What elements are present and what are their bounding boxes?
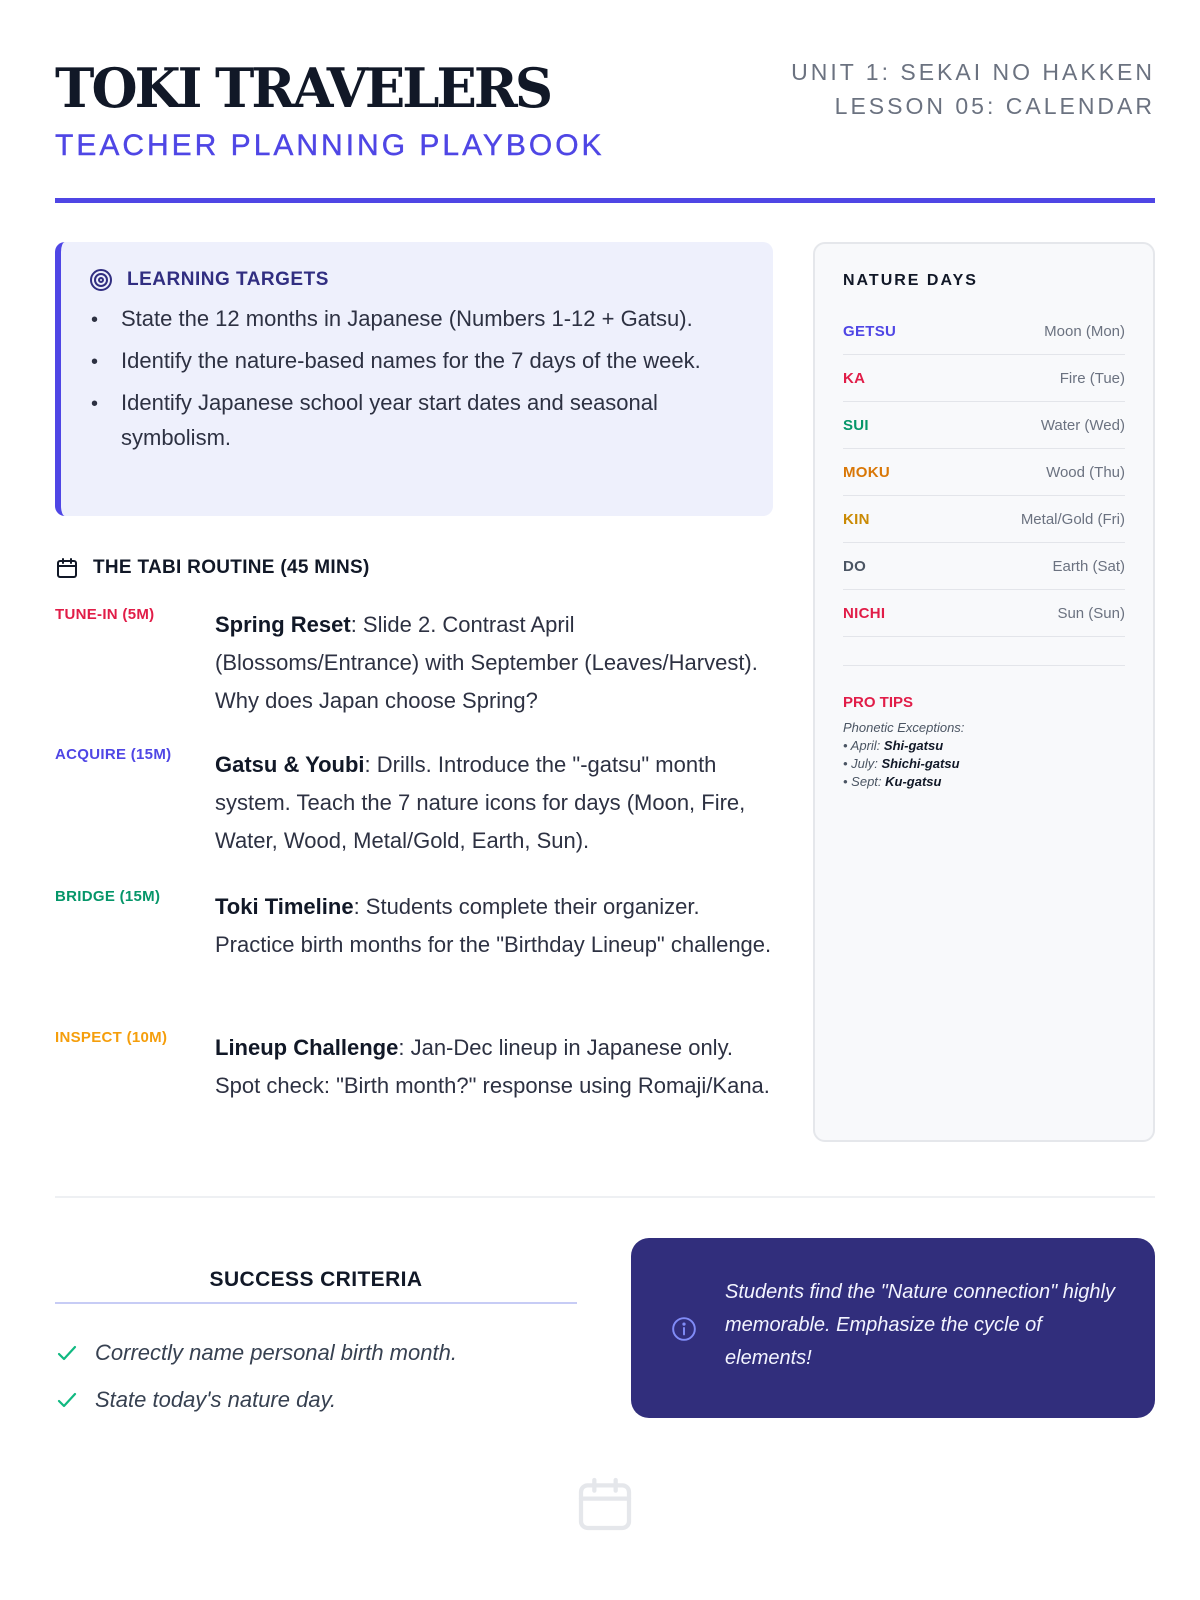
teacher-note-card (631, 1238, 1155, 1418)
day-row (843, 355, 1125, 402)
pro-tip-prefix: • Sept: (843, 774, 886, 789)
sidebar-divider (843, 665, 1125, 666)
day-row (843, 308, 1125, 355)
pro-tip-value: Ku-gatsu (885, 774, 942, 789)
routine-step-text (215, 1029, 775, 1105)
day-meaning: Moon (Mon) (1044, 322, 1125, 340)
day-meaning: Fire (Tue) (1059, 369, 1125, 387)
routine-step-heading: Lineup Challenge (215, 1035, 399, 1060)
day-name: NICHI (843, 604, 886, 622)
pro-tip-item (843, 755, 1125, 773)
target-icon (89, 268, 113, 292)
routine-step-text (215, 606, 775, 720)
success-criteria-title: SUCCESS CRITERIA (55, 1268, 577, 1304)
day-name: KIN (843, 510, 870, 528)
day-name: SUI (843, 416, 869, 434)
routine-step-text (215, 888, 775, 964)
day-meaning: Wood (Thu) (1046, 463, 1125, 481)
bullet: • (91, 351, 99, 373)
bullet: • (91, 393, 99, 415)
pro-tip-prefix: • July: (843, 756, 882, 771)
brand-subtitle: TEACHER PLANNING PLAYBOOK (55, 129, 605, 162)
routine-step-heading: Gatsu & Youbi (215, 752, 365, 777)
teacher-note-text: Students find the "Nature connection" highly memorable. Emphasize the cycle of elements! (725, 1281, 1115, 1369)
routine-step-text (215, 746, 775, 860)
target-text: Identify Japanese school year start dates and seasonal symbolism. (121, 390, 658, 450)
learning-targets-title: LEARNING TARGETS (127, 269, 329, 290)
routine-step-label: ACQUIRE (15M) (55, 746, 172, 763)
day-row (843, 543, 1125, 590)
nature-days-title: NATURE DAYS (843, 272, 978, 289)
routine-step-heading: Toki Timeline (215, 894, 354, 919)
lesson-line: LESSON 05: CALENDAR (834, 93, 1155, 119)
pro-tips-title: PRO TIPS (843, 694, 914, 711)
unit-line: UNIT 1: SEKAI NO HAKKEN (791, 59, 1155, 85)
target-text: Identify the nature-based names for the 7 days of the week. (121, 348, 701, 373)
lesson-page (55, 0, 1155, 1600)
success-criteria-text: State today's nature day. (95, 1387, 337, 1412)
routine-step-heading: Spring Reset (215, 612, 351, 637)
list-item (89, 302, 743, 337)
routine-step-label: TUNE-IN (5M) (55, 606, 155, 623)
routine-step-body: : Drills. Introduce the "-gatsu" month system. Teach the 7 nature icons for days (Moon, Fire, Water, Wood, Metal/Gold, Earth, Sun). (215, 752, 746, 853)
routine-step-body: : Jan-Dec lineup in Japanese only. Spot check: "Birth month?" response using Romaji/Kana. (215, 1035, 770, 1098)
learning-targets-header (89, 268, 743, 292)
routine-step-body: : Students complete their organizer. Practice birth months for the "Birthday Lineup" challenge. (215, 894, 772, 957)
brand-title: TOKI TRAVELERS (55, 56, 551, 120)
day-row (843, 496, 1125, 543)
list-item (89, 344, 743, 379)
success-criteria-item (55, 1340, 457, 1366)
calendar-icon (55, 556, 79, 580)
routine-step-label: INSPECT (10M) (55, 1029, 168, 1046)
pro-tip-item (843, 737, 1125, 755)
day-name: KA (843, 369, 866, 387)
success-criteria-item (55, 1387, 336, 1413)
bullet: • (91, 309, 99, 331)
pro-tip-item (843, 773, 1125, 791)
check-icon (55, 1341, 79, 1365)
nature-days-sidebar (813, 242, 1155, 1142)
calendar-icon (573, 1472, 637, 1536)
success-criteria-text: Correctly name personal birth month. (95, 1340, 457, 1365)
day-meaning: Metal/Gold (Fri) (1020, 510, 1125, 528)
learning-targets-list (89, 302, 743, 454)
pro-tips-intro: Phonetic Exceptions: (843, 720, 965, 735)
unit-info (791, 55, 1155, 123)
info-icon (671, 1316, 697, 1342)
routine-step-body: : Slide 2. Contrast April (Blossoms/Entrance) with September (Leaves/Harvest). Why does Japan choose Spring? (215, 612, 758, 713)
routine-header (55, 556, 370, 580)
routine-step-label: BRIDGE (15M) (55, 888, 161, 905)
day-meaning: Sun (Sun) (1057, 604, 1125, 622)
day-row (843, 590, 1125, 637)
day-row (843, 402, 1125, 449)
target-text: State the 12 months in Japanese (Numbers 1-12 + Gatsu). (121, 306, 693, 331)
check-icon (55, 1388, 79, 1412)
day-row (843, 449, 1125, 496)
day-meaning: Water (Wed) (1040, 416, 1125, 434)
list-item (89, 386, 743, 454)
routine-title: THE TABI ROUTINE (45 MINS) (93, 557, 370, 578)
pro-tip-prefix: • April: (843, 738, 884, 753)
learning-targets-card (55, 242, 773, 516)
section-divider (55, 1196, 1155, 1198)
pro-tip-value: Shichi-gatsu (881, 756, 960, 771)
day-name: DO (843, 557, 867, 575)
day-name: MOKU (843, 463, 891, 481)
pro-tip-value: Shi-gatsu (883, 738, 944, 753)
day-meaning: Earth (Sat) (1052, 557, 1125, 575)
day-name: GETSU (843, 322, 897, 340)
page-header (55, 55, 1155, 203)
